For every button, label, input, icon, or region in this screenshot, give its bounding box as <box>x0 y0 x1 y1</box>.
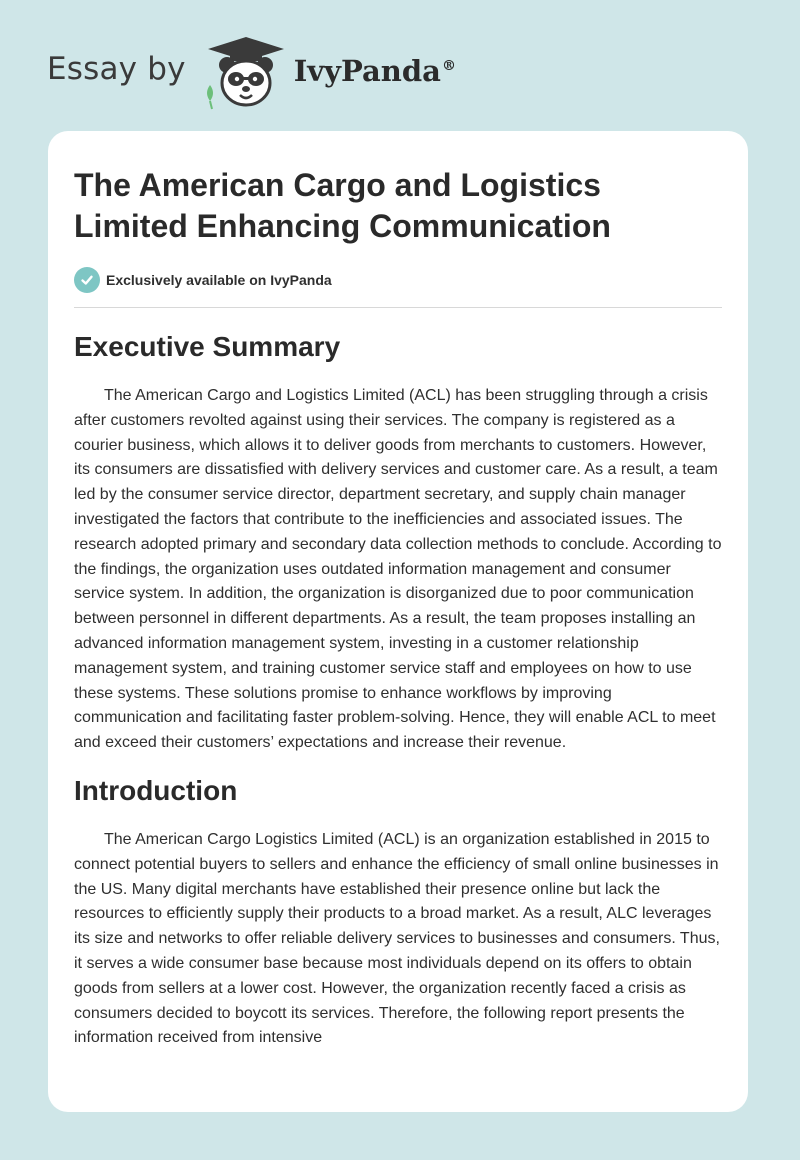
section-heading-introduction: Introduction <box>74 774 238 806</box>
section-heading-executive-summary: Executive Summary <box>74 331 341 362</box>
brand-header <box>47 35 456 111</box>
registered-mark: ® <box>441 58 456 75</box>
exclusive-badge <box>74 267 722 293</box>
essay-card <box>48 131 748 1112</box>
exclusive-badge-text: Exclusively available on IvyPanda <box>106 272 332 288</box>
brand-name-text: IvyPanda <box>293 54 441 88</box>
brand-name <box>294 54 456 88</box>
panda-logo-icon <box>200 35 292 111</box>
checkmark-icon <box>74 267 100 293</box>
brand-prefix: Essay by <box>47 51 186 87</box>
section-body-executive-summary: The American Cargo and Logistics Limited (ACL) has been struggling through a crisis after customers revolted against using their services. The company is registered as a courier business, which allows it to deliver goods from merchants to customers. However, its consumers are dissatisfied with delivery services and customer care. As a result, a team led by the consumer service director, department secretary, and supply chain manager investigated the factors that contribute to the inefficiencies and associated issues. The research adopted primary and secondary data collection methods to conclude. According to the findings, the organization uses outdated information management and consumer service system. In addition, the organization is disorganized due to poor communication between personnel in different departments. As a result, the team proposes installing an advanced information management system, investing in a customer relationship management system, and training customer service staff and employees on how to use these systems. These solutions promise to enhance workflows by improving communication and facilitating faster problem-solving. Hence, they will enable ACL to meet and exceed their customers’ expectations and increase their revenue. <box>74 387 722 752</box>
divider <box>74 307 722 308</box>
section-body-introduction: The American Cargo Logistics Limited (ACL) is an organization established in 2015 to connect potential buyers to sellers and enhance the efficiency of small online businesses in the US. Many digital merchants have established their presence online but lack the resources to efficiently supply their products to a broad market. As a result, ALC leverages its size and networks to offer reliable delivery services to businesses and consumers. Thus, it serves a wide consumer base because most individuals depend on its offers to obtain goods from sellers at a lower cost. However, the organization recently faced a crisis as consumers decided to boycott its services. Therefore, the following report presents the information received from intensive <box>74 830 720 1047</box>
essay-title: The American Cargo and Logistics Limited Enhancing Communication <box>74 167 611 244</box>
